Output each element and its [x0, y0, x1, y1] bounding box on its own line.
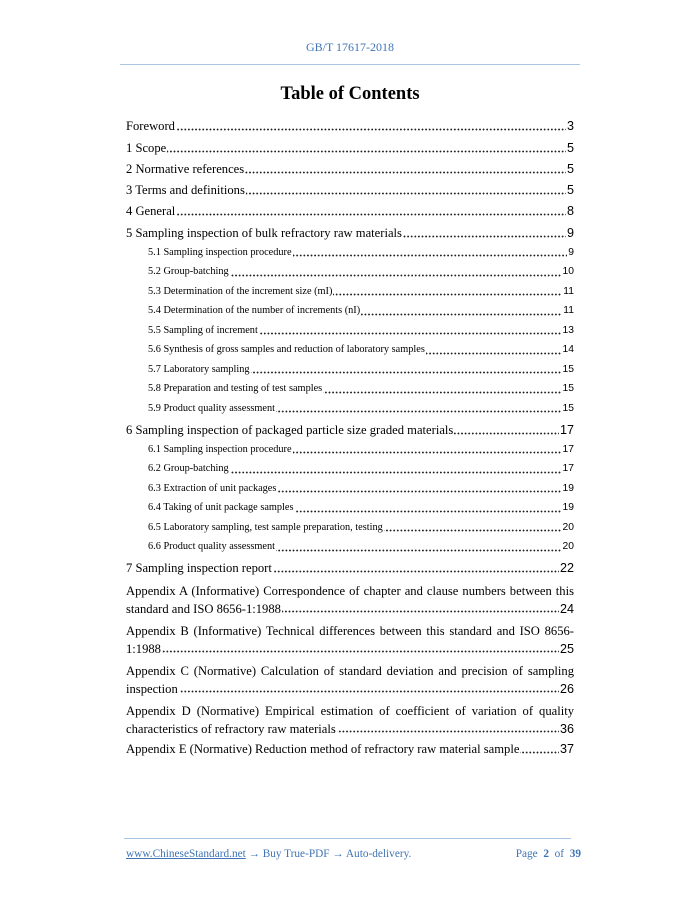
toc-entry[interactable] — [148, 360, 574, 380]
toc-entry-title: 6.3 Extraction of unit packages — [148, 482, 277, 494]
toc-entry[interactable] — [148, 537, 574, 557]
toc-entry[interactable] — [126, 740, 574, 759]
toc-entry-page: 22 — [559, 559, 574, 578]
toc-entry[interactable] — [126, 559, 574, 578]
toc-entry-page: 19 — [562, 498, 574, 518]
toc-entry-title: 4 General — [126, 204, 176, 219]
toc-entry-page: 37 — [559, 740, 574, 759]
toc-entry[interactable] — [126, 622, 574, 658]
toc-entry-page: 17 — [562, 440, 574, 460]
toc-entry-title: 6.5 Laboratory sampling, test sample preparation, testing — [148, 521, 383, 533]
toc-entry-page: 20 — [562, 537, 574, 557]
page-label: Page — [515, 848, 538, 860]
toc-entry-page: 5 — [566, 139, 574, 158]
toc-entry-title: Appendix B (Informative) Technical differences between this standard and ISO 8656-1:1988 — [126, 623, 574, 656]
table-of-contents — [126, 115, 574, 759]
toc-entry-title: Foreword — [126, 119, 175, 134]
toc-entry-title: Appendix C (Normative) Calculation of standard deviation and precision of sampling inspection — [126, 663, 574, 696]
toc-entry-page: 24 — [559, 601, 574, 616]
toc-entry-page: 9 — [566, 224, 574, 243]
toc-entry-page: 9 — [567, 243, 574, 263]
toc-entry-title: 2 Normative references — [126, 161, 245, 176]
footer — [126, 848, 581, 860]
toc-entry-page: 15 — [562, 379, 574, 399]
page-title: Table of Contents — [280, 84, 420, 104]
of-label: of — [554, 848, 565, 860]
toc-entry[interactable] — [126, 702, 574, 738]
toc-entry[interactable] — [148, 518, 574, 538]
toc-entry[interactable] — [148, 440, 574, 460]
toc-entry-page: 5 — [566, 181, 574, 200]
toc-entry-page: 8 — [566, 202, 574, 221]
toc-entry-title: 5.2 Group-batching — [148, 266, 229, 278]
toc-entry-page: 10 — [562, 262, 574, 282]
toc-entry[interactable] — [126, 224, 574, 243]
toc-entry[interactable] — [126, 139, 574, 158]
toc-entry[interactable] — [148, 498, 574, 518]
website-link[interactable]: www.ChineseStandard.net — [126, 848, 246, 860]
toc-entry[interactable] — [126, 202, 574, 221]
toc-entry-title: 5.4 Determination of the number of increments (nI) — [148, 305, 361, 317]
toc-entry-page: 19 — [562, 479, 574, 499]
toc-entry-title: 6.2 Group-batching — [148, 463, 229, 475]
header-divider — [120, 64, 580, 65]
toc-entry[interactable] — [126, 582, 574, 618]
toc-entry-page: 11 — [562, 282, 574, 302]
toc-entry-page: 17 — [562, 459, 574, 479]
toc-entry-page: 11 — [562, 301, 574, 321]
toc-entry-page: 13 — [562, 321, 574, 341]
toc-entry-title: 5.3 Determination of the increment size (mI) — [148, 285, 333, 297]
toc-entry[interactable] — [126, 117, 574, 136]
toc-entry-title: 1 Scope — [126, 140, 167, 155]
total-pages: 39 — [569, 848, 581, 860]
toc-entry-title: 6.1 Sampling inspection procedure — [148, 443, 292, 455]
toc-entry[interactable] — [148, 243, 574, 263]
toc-entry[interactable] — [126, 421, 574, 440]
toc-entry-page: 36 — [559, 721, 574, 736]
toc-entry-page: 17 — [559, 421, 574, 440]
toc-entry[interactable] — [126, 160, 574, 179]
toc-entry-title: Appendix E (Normative) Reduction method of refractory raw material sample — [126, 742, 520, 757]
toc-entry-page: 25 — [559, 641, 574, 656]
toc-entry-page: 20 — [562, 518, 574, 538]
toc-entry-title: 5.7 Laboratory sampling — [148, 363, 250, 375]
toc-entry[interactable] — [148, 479, 574, 499]
toc-entry-title: 5 Sampling inspection of bulk refractory raw materials — [126, 225, 402, 240]
toc-entry-title: 6.4 Taking of unit package samples — [148, 502, 294, 514]
current-page: 2 — [543, 848, 549, 860]
toc-entry-page: 14 — [562, 340, 574, 360]
toc-entry[interactable] — [148, 399, 574, 419]
toc-entry[interactable] — [148, 301, 574, 321]
toc-entry-title: 5.5 Sampling of increment — [148, 324, 258, 336]
toc-entry-title: 7 Sampling inspection report — [126, 560, 272, 575]
toc-entry-title: 6 Sampling inspection of packaged particle size graded materials — [126, 422, 454, 437]
toc-entry-page: 15 — [562, 360, 574, 380]
footer-divider — [124, 838, 571, 839]
toc-entry-title: Appendix D (Normative) Empirical estimation of coefficient of variation of quality characteristics of refractory raw materials — [126, 703, 574, 736]
toc-entry[interactable] — [148, 459, 574, 479]
toc-entry-title: Appendix A (Informative) Correspondence of chapter and clause numbers between this standard and ISO 8656-1:1988 — [126, 583, 574, 616]
toc-entry-title: 5.1 Sampling inspection procedure — [148, 246, 292, 258]
toc-entry-page: 15 — [562, 399, 574, 419]
toc-entry[interactable] — [148, 340, 574, 360]
toc-entry[interactable] — [148, 282, 574, 302]
toc-entry[interactable] — [126, 181, 574, 200]
toc-entry-page: 26 — [559, 681, 574, 696]
toc-entry[interactable] — [126, 662, 574, 698]
toc-entry-title: 5.9 Product quality assessment — [148, 402, 275, 414]
page-indicator — [516, 848, 581, 860]
toc-entry[interactable] — [148, 379, 574, 399]
toc-entry-title: 3 Terms and definitions — [126, 183, 245, 198]
toc-entry-title: 5.6 Synthesis of gross samples and reduction of laboratory samples — [148, 344, 425, 356]
toc-entry[interactable] — [148, 262, 574, 282]
toc-entry[interactable] — [148, 321, 574, 341]
document-id-header: GB/T 17617-2018 — [305, 40, 395, 54]
toc-entry-page: 5 — [566, 160, 574, 179]
footer-tagline: → Buy True-PDF → Auto-delivery. — [245, 848, 412, 860]
toc-entry-title: 6.6 Product quality assessment — [148, 541, 275, 553]
toc-entry-page: 3 — [566, 117, 574, 136]
toc-entry-title: 5.8 Preparation and testing of test samples — [148, 383, 323, 395]
